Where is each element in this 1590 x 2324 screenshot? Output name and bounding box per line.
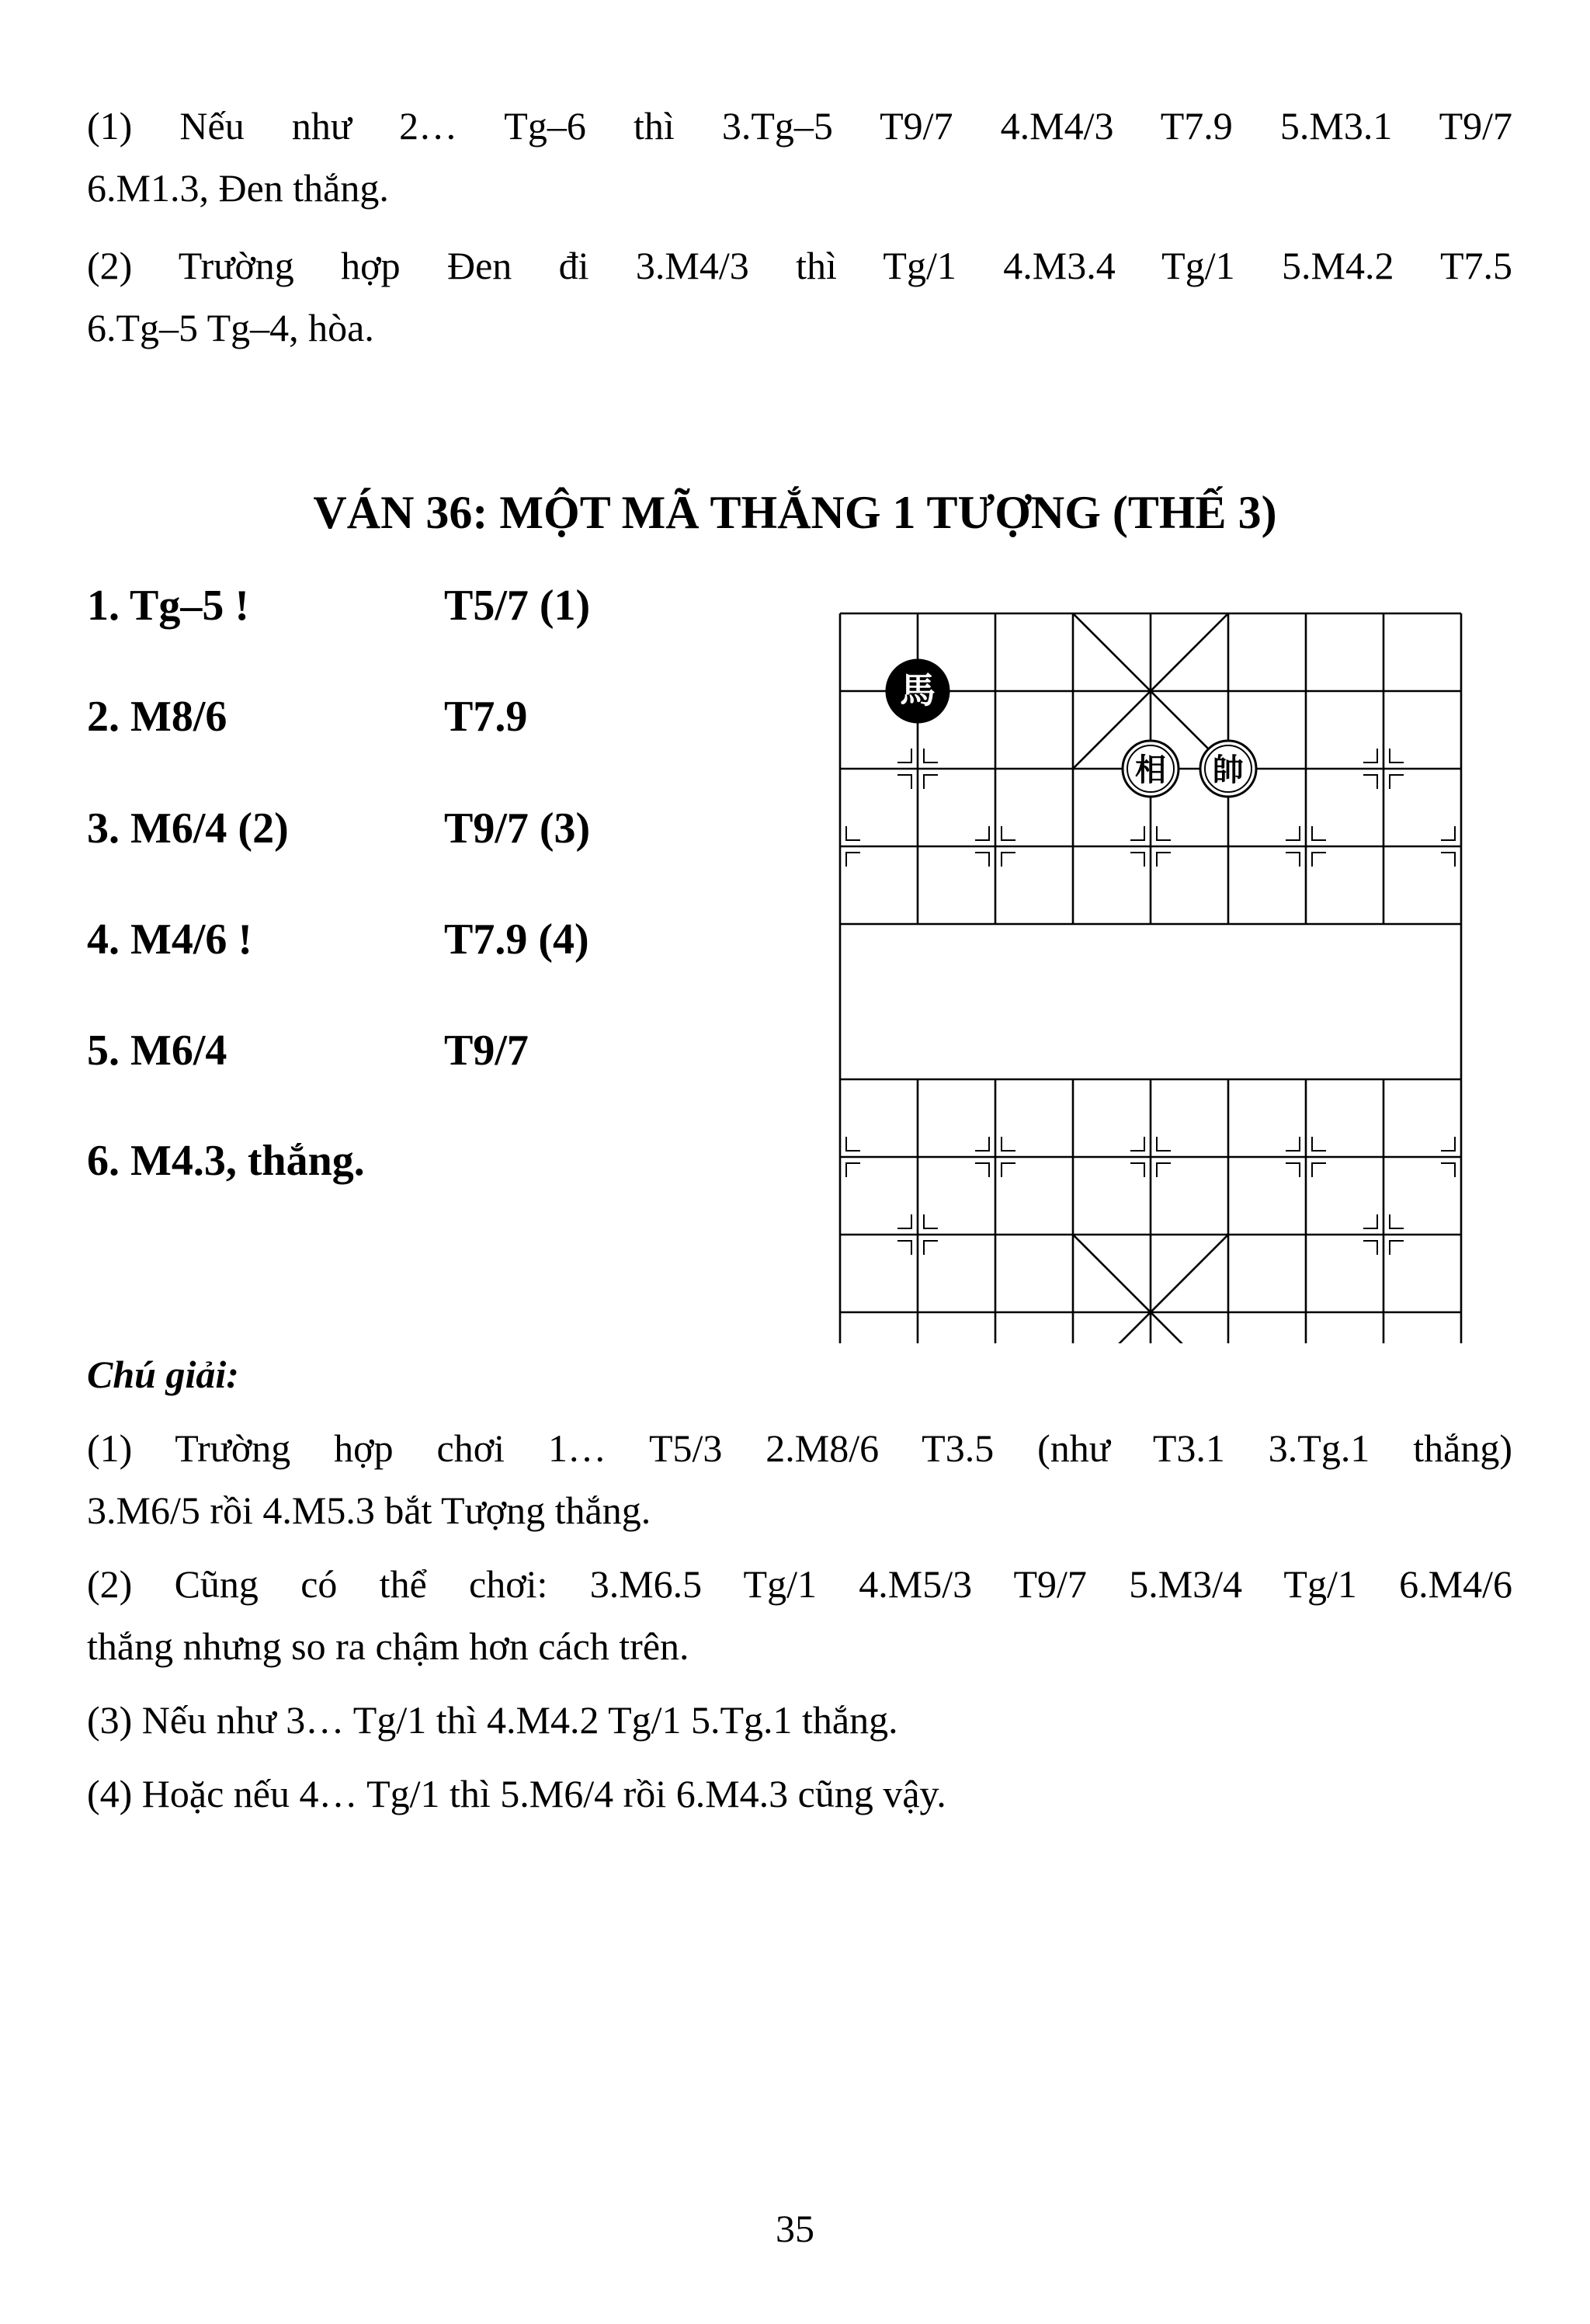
position-mark [1157, 826, 1171, 840]
move-black-3: T9/7 (3) [444, 804, 591, 853]
position-mark [1157, 853, 1171, 867]
move-black-1: T5/7 (1) [444, 582, 591, 630]
position-mark [1157, 1163, 1171, 1177]
piece-label: 相 [1135, 752, 1166, 788]
move-red-6: 6. M4.3, thắng. [87, 1137, 365, 1185]
position-mark [1312, 826, 1326, 840]
board-grid [840, 613, 1461, 1343]
move-red-4: 4. M4/6 ! [87, 915, 253, 964]
top-note-1-line-2: 6.M1.3, Đen thắng. [87, 166, 389, 210]
move-red-1: 1. Tg–5 ! [87, 582, 249, 630]
position-mark [1130, 1163, 1144, 1177]
position-mark [1390, 749, 1404, 763]
position-mark [1002, 853, 1015, 867]
move-red-3: 3. M6/4 (2) [87, 804, 289, 853]
position-mark [975, 826, 989, 840]
note-3-line-1: (3) Nếu như 3… Tg/1 thì 4.M4.2 Tg/1 5.Tg.1 thắng. [87, 1698, 898, 1742]
position-mark [1286, 826, 1300, 840]
position-mark [1312, 1137, 1326, 1151]
note-1-line-2: 3.M6/5 rồi 4.M5.3 bắt Tượng thắng. [87, 1489, 651, 1532]
game-title: VÁN 36: MỘT MÃ THẮNG 1 TƯỢNG (THẾ 3) [313, 487, 1277, 538]
position-mark [846, 826, 860, 840]
position-mark [924, 749, 938, 763]
position-mark [1390, 775, 1404, 789]
note-1-line-1: (1) Trường hợp chơi 1… T5/3 2.M8/6 T3.5 (như T3.1 3.Tg.1 thắng) [87, 1426, 1512, 1470]
move-red-5: 5. M6/4 [87, 1027, 227, 1075]
position-mark [897, 1214, 911, 1228]
position-mark [897, 775, 911, 789]
move-black-5: T9/7 [444, 1027, 529, 1075]
position-mark [846, 853, 860, 867]
position-mark [924, 1241, 938, 1255]
position-mark [1002, 1163, 1015, 1177]
top-note-1-line-1: (1) Nếu như 2… Tg–6 thì 3.Tg–5 T9/7 4.M4/3 T7.9 5.M3.1 T9/7 [87, 104, 1512, 148]
position-mark [975, 1163, 989, 1177]
position-mark [1363, 1241, 1377, 1255]
top-note-2-line-2: 6.Tg–5 Tg–4, hòa. [87, 306, 374, 349]
position-mark [1441, 853, 1455, 867]
position-mark [1441, 1163, 1455, 1177]
position-mark [846, 1137, 860, 1151]
position-mark [1286, 853, 1300, 867]
position-mark [1130, 826, 1144, 840]
position-mark [897, 1241, 911, 1255]
notes-heading: Chú giải: [87, 1353, 239, 1396]
position-mark [975, 853, 989, 867]
top-note-2-line-1: (2) Trường hợp Đen đi 3.M4/3 thì Tg/1 4.M3.4 Tg/1 5.M4.2 T7.5 [87, 244, 1512, 287]
piece-label: 馬 [900, 669, 936, 711]
position-mark [1390, 1241, 1404, 1255]
piece-相 [1123, 741, 1179, 797]
position-mark [1130, 1137, 1144, 1151]
position-mark [1363, 775, 1377, 789]
position-mark [1390, 1214, 1404, 1228]
piece-馬 [887, 660, 949, 722]
move-red-2: 2. M8/6 [87, 693, 227, 741]
position-mark [924, 1214, 938, 1228]
position-mark [897, 749, 911, 763]
position-mark [1286, 1163, 1300, 1177]
xiangqi-board [823, 598, 1467, 1343]
position-mark [1363, 1214, 1377, 1228]
position-mark [975, 1137, 989, 1151]
position-mark [1312, 1163, 1326, 1177]
position-mark [924, 775, 938, 789]
note-2-line-1: (2) Cũng có thể chơi: 3.M6.5 Tg/1 4.M5/3 T9/7 5.M3/4 Tg/1 6.M4/6 [87, 1562, 1512, 1606]
piece-帥 [1200, 741, 1256, 797]
position-mark [1441, 1137, 1455, 1151]
piece-label: 帥 [1213, 752, 1244, 788]
position-mark [1286, 1137, 1300, 1151]
position-mark [1157, 1137, 1171, 1151]
position-mark [846, 1163, 860, 1177]
position-mark [1312, 853, 1326, 867]
position-mark [1002, 1137, 1015, 1151]
board-pieces [887, 660, 1256, 1343]
move-black-4: T7.9 (4) [444, 915, 589, 964]
note-2-line-2: thắng nhưng so ra chậm hơn cách trên. [87, 1624, 689, 1668]
position-mark [1130, 853, 1144, 867]
position-mark [1441, 826, 1455, 840]
note-4-line-1: (4) Hoặc nếu 4… Tg/1 thì 5.M6/4 rồi 6.M4.3 cũng vậy. [87, 1772, 946, 1815]
position-mark [1363, 749, 1377, 763]
page-number: 35 [776, 2207, 814, 2250]
move-black-2: T7.9 [444, 693, 528, 741]
position-mark [1002, 826, 1015, 840]
